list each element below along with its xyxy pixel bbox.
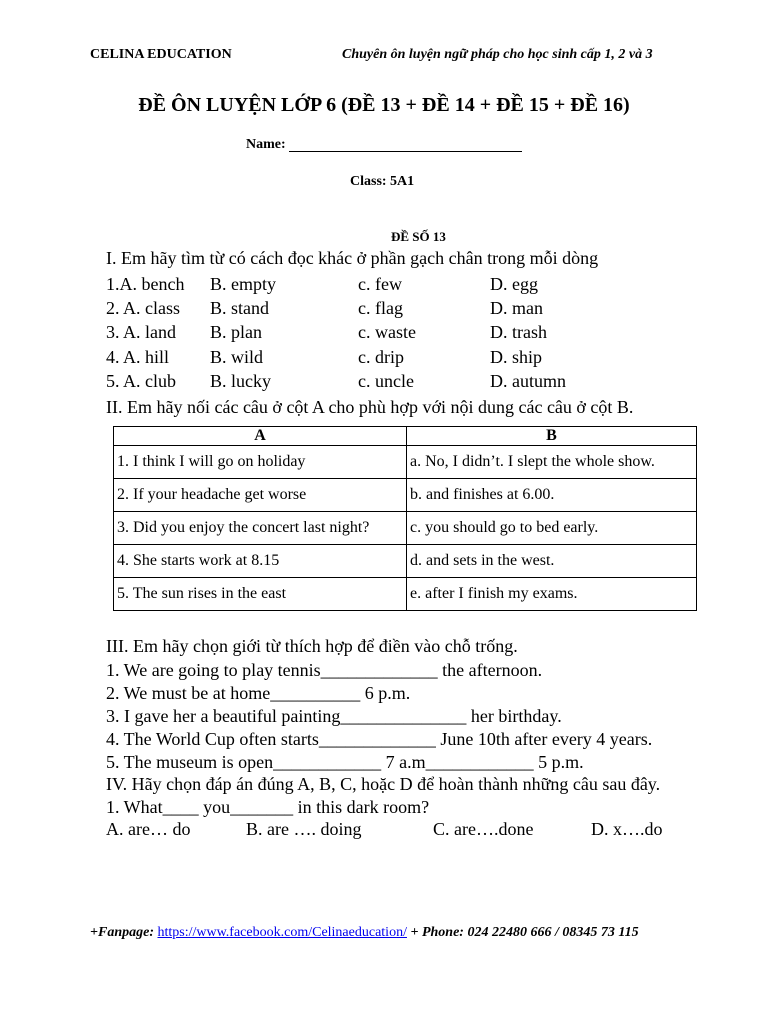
- part4-heading: IV. Hãy chọn đáp án đúng A, B, C, hoặc D để hoàn thành những câu sau đây.: [106, 774, 661, 794]
- part4-option-b: B. are …. doing: [246, 819, 362, 839]
- part1-row: [106, 298, 706, 322]
- option-b: B. stand: [210, 298, 270, 318]
- column-a-cell: 1. I think I will go on holiday: [114, 446, 407, 479]
- option-c: c. few: [358, 274, 402, 294]
- option-a: 1.A. bench: [106, 274, 185, 294]
- part3-line: 1. We are going to play tennis_____________ the afternoon.: [106, 660, 543, 680]
- option-b: B. wild: [210, 347, 264, 367]
- column-b-cell: e. after I finish my exams.: [407, 578, 697, 611]
- class-line: Class: 5A1: [350, 174, 415, 189]
- part4-option-c: C. are….done: [433, 819, 534, 839]
- table-row: [114, 545, 697, 578]
- option-c: c. waste: [358, 322, 416, 342]
- column-b-cell: c. you should go to bed early.: [407, 512, 697, 545]
- name-label: Name:: [246, 137, 286, 152]
- option-a: 2. A. class: [106, 298, 180, 318]
- table-header-row: [114, 427, 697, 446]
- option-c: c. flag: [358, 298, 403, 318]
- option-d: D. egg: [490, 274, 538, 294]
- part1-heading: I. Em hãy tìm từ có cách đọc khác ở phần gạch chân trong mỗi dòng: [106, 248, 599, 268]
- column-a-cell: 2. If your headache get worse: [114, 479, 407, 512]
- option-a: 5. A. club: [106, 371, 176, 391]
- section-label: ĐỀ SỐ 13: [391, 229, 446, 244]
- part3-heading: III. Em hãy chọn giới từ thích hợp để điền vào chỗ trống.: [106, 636, 518, 656]
- part3-line: 2. We must be at home__________ 6 p.m.: [106, 683, 411, 703]
- table-row: [114, 446, 697, 479]
- part1-row: [106, 322, 706, 346]
- column-a-cell: 3. Did you enjoy the concert last night?: [114, 512, 407, 545]
- option-d: D. autumn: [490, 371, 566, 391]
- option-d: D. man: [490, 298, 543, 318]
- part3-line: 4. The World Cup often starts_____________ June 10th after every 4 years.: [106, 729, 653, 749]
- phone-info: + Phone: 024 22480 666 / 08345 73 115: [410, 925, 639, 940]
- fanpage-label: +Fanpage:: [90, 925, 154, 940]
- part1-row: [106, 347, 706, 371]
- part2-heading: II. Em hãy nối các câu ở cột A cho phù hợp với nội dung các câu ở cột B.: [106, 397, 634, 417]
- column-b-cell: b. and finishes at 6.00.: [407, 479, 697, 512]
- matching-table: [113, 426, 697, 611]
- column-a-cell: 5. The sun rises in the east: [114, 578, 407, 611]
- option-d: D. ship: [490, 347, 543, 367]
- footer: [90, 924, 680, 941]
- option-a: 4. A. hill: [106, 347, 170, 367]
- option-c: c. drip: [358, 347, 404, 367]
- part3-line: 5. The museum is open____________ 7 a.m____________ 5 p.m.: [106, 752, 584, 772]
- table-row: [114, 578, 697, 611]
- column-a-cell: 4. She starts work at 8.15: [114, 545, 407, 578]
- column-b-cell: a. No, I didn’t. I slept the whole show.: [407, 446, 697, 479]
- option-b: B. plan: [210, 322, 262, 342]
- part4-option-d: D. x….do: [591, 819, 663, 839]
- header-brand: CELINA EDUCATION: [90, 47, 232, 62]
- part3-line: 3. I gave her a beautiful painting______________ her birthday.: [106, 706, 562, 726]
- fanpage-link[interactable]: https://www.facebook.com/Celinaeducation/: [157, 925, 407, 940]
- option-c: c. uncle: [358, 371, 414, 391]
- part4-option-a: A. are… do: [106, 819, 191, 839]
- option-b: B. empty: [210, 274, 276, 294]
- table-row: [114, 479, 697, 512]
- header-tagline: Chuyên ôn luyện ngữ pháp cho học sinh cấp 1, 2 và 3: [342, 47, 653, 62]
- column-b-header: B: [407, 427, 697, 446]
- column-b-cell: d. and sets in the west.: [407, 545, 697, 578]
- page-title: ĐỀ ÔN LUYỆN LỚP 6 (ĐỀ 13 + ĐỀ 14 + ĐỀ 15 + ĐỀ 16): [138, 94, 630, 116]
- part4-question: 1. What____ you_______ in this dark room?: [106, 797, 430, 817]
- table-row: [114, 512, 697, 545]
- part1-row: [106, 371, 706, 395]
- option-d: D. trash: [490, 322, 547, 342]
- name-blank-line: [289, 151, 522, 152]
- part1-row: [106, 274, 706, 298]
- option-b: B. lucky: [210, 371, 271, 391]
- option-a: 3. A. land: [106, 322, 176, 342]
- column-a-header: A: [114, 427, 407, 446]
